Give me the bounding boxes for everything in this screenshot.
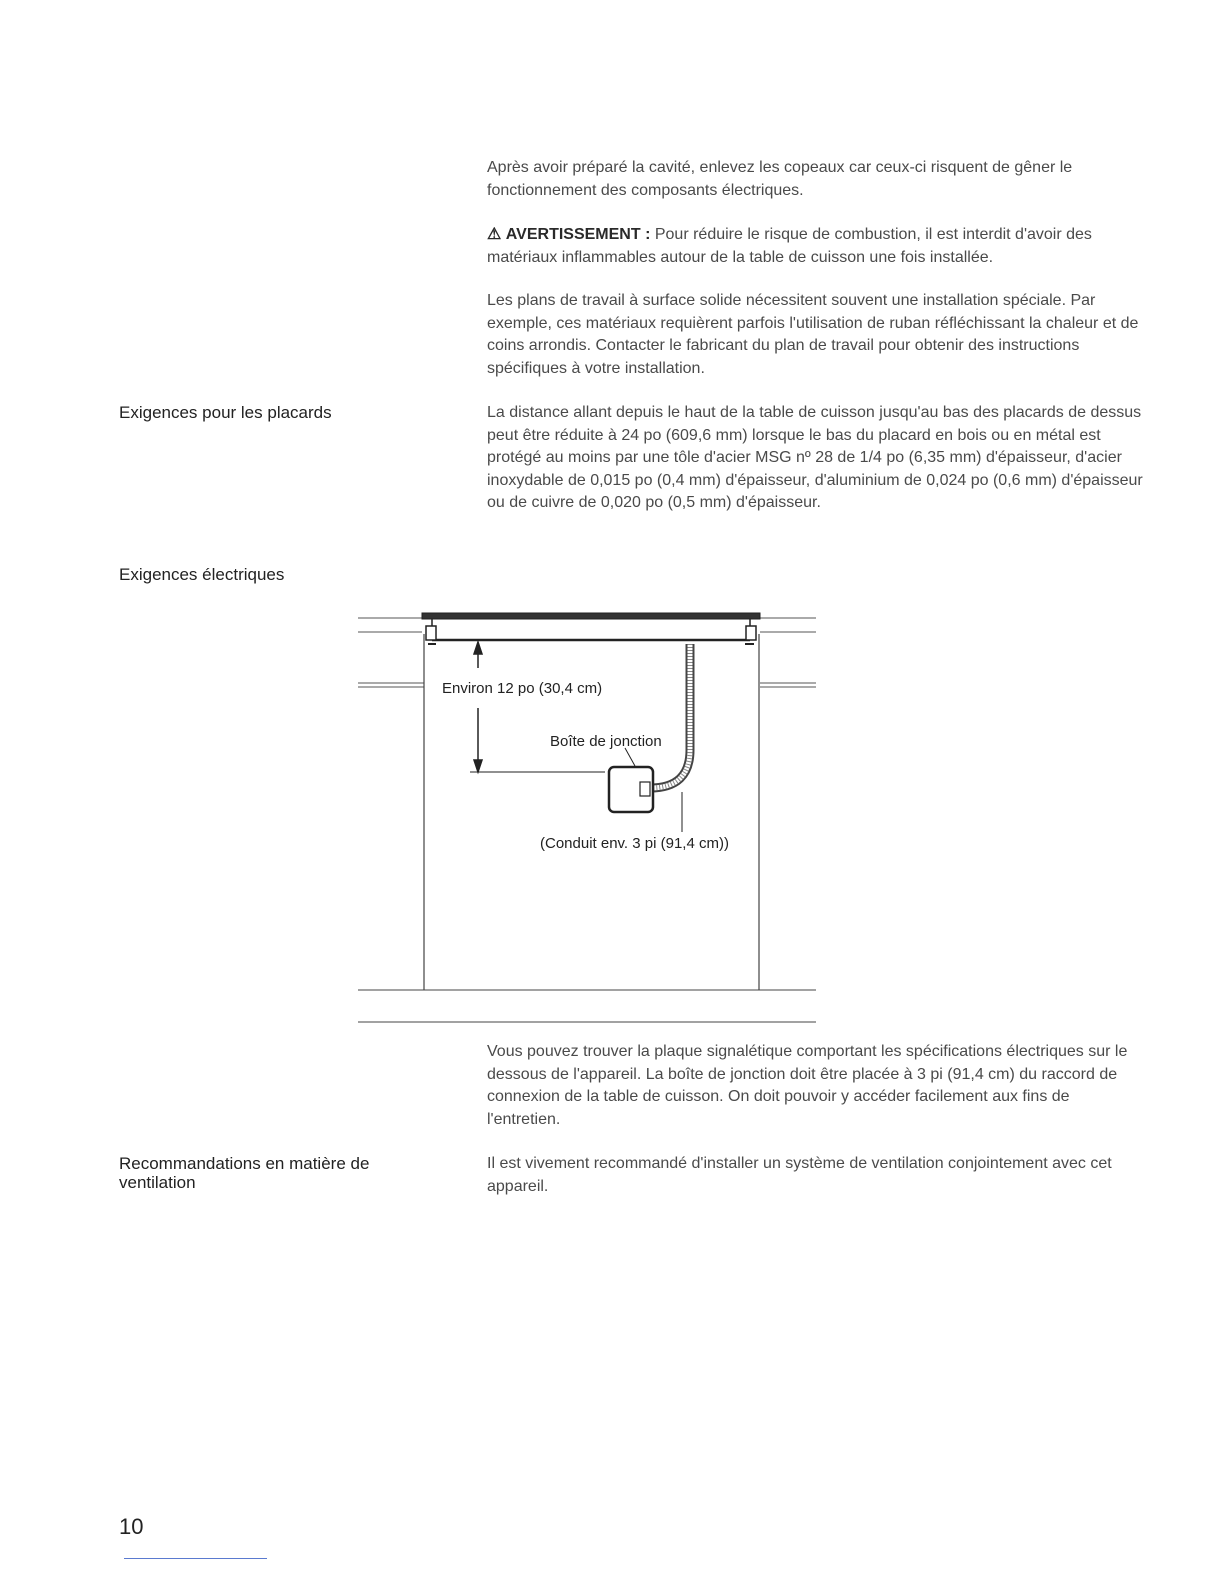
countertop-right <box>760 618 816 632</box>
electrical-heading: Exigences électriques <box>119 565 285 584</box>
warning-icon: ⚠ <box>487 226 502 243</box>
ventilation-paragraph: Il est vivement recommandé d'installer un système de ventilation conjointement avec cet appareil. <box>487 1155 1112 1195</box>
conduit <box>650 644 690 788</box>
warning-paragraph <box>487 224 1147 269</box>
ventilation-heading: Recommandations en matière de ventilation <box>119 1154 370 1192</box>
junction-box-label: Boîte de jonction <box>550 733 662 750</box>
countertop-left <box>358 618 422 632</box>
junction-box-icon <box>609 767 653 812</box>
floor-lines <box>358 990 816 1022</box>
cabinet-paragraph: La distance allant depuis le haut de la table de cuisson jusqu'au bas des placards de dessus peut être réduite à 24 po (609,6 mm) lorsque le bas du placard en bois ou en métal est protégé au moins par une tôle d'acier MSG nº 28 de 1/4 po (6,35 mm) d'épaisseur, d'acier inoxydable de 0,015 po (0,4 mm) d'épaisseur, d'aluminium de 0,024 po (0,6 mm) d'épaisseur ou de cuivre de 0,020 po (0,5 mm) d'épaisseur. <box>487 404 1143 511</box>
footer-rule <box>124 1558 267 1559</box>
dimension-arrow <box>470 642 605 772</box>
conduit-label: (Conduit env. 3 pi (91,4 cm)) <box>540 835 729 852</box>
warning-text: Pour réduire le risque de combustion, il est interdit d'avoir des matériaux inflammables autour de la table de cuisson une fois installée. <box>487 226 1092 266</box>
cabinet-heading: Exigences pour les placards <box>119 403 332 422</box>
solid-surface-paragraph: Les plans de travail à surface solide nécessitent souvent une installation spéciale. Par exemple, ces matériaux requièrent parfois l'utilisation de ruban réfléchissant la chaleur et de coins arrondis. Contacter le fabricant du plan de travail pour obtenir des instructions spécifiques à votre installation. <box>487 292 1139 377</box>
cooktop <box>422 613 760 644</box>
intro-paragraph: Après avoir préparé la cavité, enlevez les copeaux car ceux-ci risquent de gêner le fonctionnement des composants électriques. <box>487 159 1073 199</box>
electrical-paragraph: Vous pouvez trouver la plaque signalétique comportant les spécifications électriques sur le dessous de l'appareil. La boîte de jonction doit être placée à 3 pi (91,4 cm) du raccord de connexion de la table de cuisson. On doit pouvoir y accéder facilement aux fins de l'entretien. <box>487 1043 1128 1128</box>
page-number: 10 <box>119 1514 144 1539</box>
distance-label: Environ 12 po (30,4 cm) <box>442 680 603 697</box>
junction-box-diagram <box>350 600 820 1030</box>
warning-label: AVERTISSEMENT : <box>505 226 651 243</box>
